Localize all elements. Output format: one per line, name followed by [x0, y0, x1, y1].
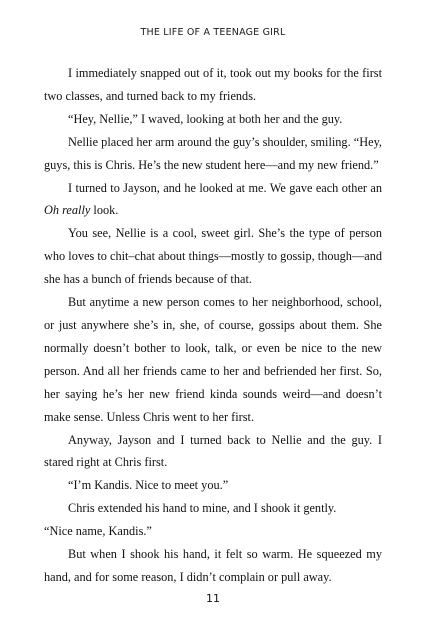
paragraph: “Hey, Nellie,” I waved, looking at both her and the guy. [68, 111, 343, 126]
paragraph: But anytime a new person comes to her neighborhood, school, or just anywhere she’s in, she, of course, gossips about them. She normally doesn’t bother to look, talk, or even be nice to the new person. And all her friends came to her and befriended her first. So, her saying he’s her new friend kinda sounds weird—and doesn’t make sense. Unless Chris went to her first. [44, 295, 382, 424]
page-number: 11 [206, 592, 220, 605]
paragraph: Nellie placed her arm around the guy’s shoulder, smiling. “Hey, guys, this is Chris. He’s the new student here—and my new friend.” [44, 134, 382, 172]
paragraph: Anyway, Jayson and I turned back to Nellie and the guy. I stared right at Chris first. [44, 432, 382, 470]
paragraph-text: I turned to Jayson, and he looked at me. We gave each other an [68, 180, 382, 195]
paragraph: You see, Nellie is a cool, sweet girl. She’s the type of person who loves to chit–chat about things—mostly to gossip, though—and she has a bunch of friends because of that. [44, 226, 382, 287]
running-head-title: THE LIFE OF A TEENAGE GIRL [140, 27, 286, 38]
italic-phrase: Oh really [44, 203, 91, 218]
paragraph: “I’m Kandis. Nice to meet you.” [68, 478, 229, 493]
paragraph-text: look. [90, 203, 119, 218]
paragraph [44, 177, 382, 223]
paragraph: “Nice name, Kandis.” [44, 524, 152, 539]
body-text [44, 62, 382, 589]
paragraph: I immediately snapped out of it, took out my books for the first two classes, and turned back to my friends. [44, 66, 382, 103]
paragraph: But when I shook his hand, it felt so warm. He squeezed my hand, and for some reason, I didn’t complain or pull away. [44, 547, 382, 584]
paragraph: Chris extended his hand to mine, and I shook it gently. [68, 501, 337, 516]
